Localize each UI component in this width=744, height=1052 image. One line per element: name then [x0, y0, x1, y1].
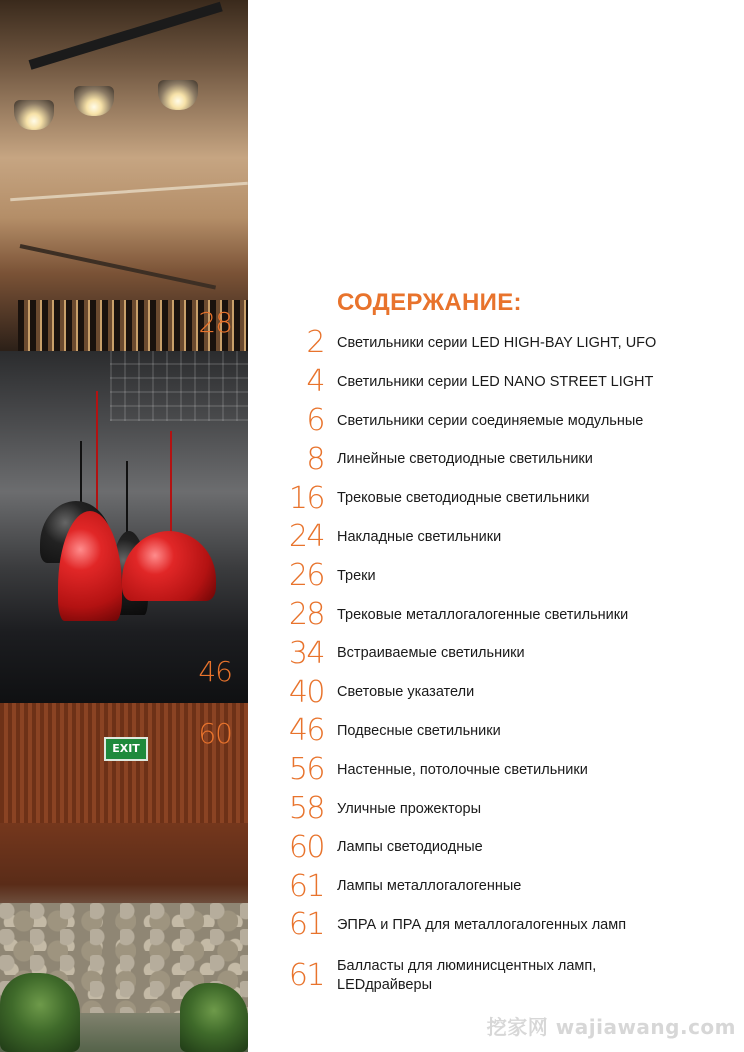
toc-list — [248, 324, 744, 1007]
spotlight — [74, 86, 114, 116]
toc-entry-label: Настенные, потолочные светильники — [337, 761, 588, 778]
foliage — [180, 983, 248, 1052]
toc-page-number: 2 — [306, 325, 324, 361]
toc-entry[interactable] — [248, 363, 744, 402]
toc-page-number: 61 — [288, 868, 324, 904]
track-rail — [29, 2, 223, 70]
toc-entry[interactable] — [248, 596, 744, 635]
photo-building-exterior — [0, 703, 248, 1052]
foliage — [0, 973, 80, 1052]
toc-entry-label: Балласты для люминисцентных ламп, LEDдрайверы — [337, 957, 597, 993]
toc-entry-label: Накладные светильники — [337, 528, 502, 545]
ceiling-line — [10, 182, 248, 202]
toc-page-number: 4 — [306, 364, 324, 400]
toc-entry-label: Уличные прожекторы — [337, 800, 481, 817]
toc-entry[interactable] — [248, 945, 744, 1007]
toc-entry-label: Встраиваемые светильники — [337, 645, 525, 662]
table-of-contents — [248, 0, 744, 1052]
toc-entry[interactable] — [248, 673, 744, 712]
photo-page-number: 60 — [198, 717, 232, 750]
toc-entry[interactable] — [248, 867, 744, 906]
grid-ceiling — [110, 351, 248, 421]
toc-entry[interactable] — [248, 324, 744, 363]
toc-entry-label: Линейные светодиодные светильники — [337, 451, 593, 468]
toc-entry-label: Лампы светодиодные — [337, 839, 483, 856]
spotlight — [14, 100, 54, 130]
toc-entry[interactable] — [248, 634, 744, 673]
track-rail — [20, 244, 216, 289]
toc-entry-label: Подвесные светильники — [337, 722, 501, 739]
toc-page-number: 16 — [288, 480, 324, 516]
toc-page-number: 56 — [288, 752, 324, 788]
toc-entry-label: Лампы металлогалогенные — [337, 878, 522, 895]
toc-entry[interactable] — [248, 402, 744, 441]
toc-page-number: 61 — [288, 957, 324, 993]
watermark: 挖家网 wajiawang.com — [486, 1015, 736, 1039]
exit-sign: EXIT — [104, 737, 148, 761]
toc-entry-label: ЭПРА и ПРА для металлогалогенных ламп — [337, 916, 627, 933]
toc-entry[interactable] — [248, 712, 744, 751]
photo-pendant-lamps — [0, 351, 248, 703]
toc-page-number: 34 — [288, 635, 324, 671]
toc-entry[interactable] — [248, 557, 744, 596]
toc-entry-label: Трековые металлогалогенные светильники — [337, 606, 629, 623]
toc-page-number: 60 — [288, 829, 324, 865]
toc-entry-label: Светильники серии LED HIGH-BAY LIGHT, UFO — [337, 334, 657, 351]
toc-page-number: 40 — [288, 674, 324, 710]
toc-entry[interactable] — [248, 828, 744, 867]
toc-entry[interactable] — [248, 790, 744, 829]
photo-page-number: 28 — [198, 306, 232, 339]
photo-page-number: 46 — [198, 655, 232, 688]
toc-entry[interactable] — [248, 479, 744, 518]
toc-entry-label: Трековые светодиодные светильники — [337, 490, 590, 507]
toc-entry-label: Светильники серии соединяемые модульные — [337, 412, 644, 429]
toc-entry[interactable] — [248, 906, 744, 945]
toc-entry[interactable] — [248, 518, 744, 557]
toc-title: СОДЕРЖАНИЕ: — [337, 289, 522, 316]
spotlight — [158, 80, 198, 110]
toc-page-number: 6 — [306, 402, 324, 438]
toc-entry-label: Световые указатели — [337, 684, 475, 701]
toc-entry-label: Светильники серии LED NANO STREET LIGHT — [337, 373, 654, 390]
toc-page-number: 26 — [288, 558, 324, 594]
toc-entry[interactable] — [248, 440, 744, 479]
toc-page-number: 58 — [288, 790, 324, 826]
toc-entry-label: Треки — [337, 567, 376, 584]
toc-entry[interactable] — [248, 751, 744, 790]
photo-track-lights — [0, 0, 248, 351]
toc-page-number: 8 — [306, 441, 324, 477]
toc-page-number: 28 — [288, 596, 324, 632]
toc-page-number: 24 — [288, 519, 324, 555]
toc-page-number: 46 — [288, 713, 324, 749]
toc-page-number: 61 — [288, 907, 324, 943]
photo-strip — [0, 0, 248, 1052]
